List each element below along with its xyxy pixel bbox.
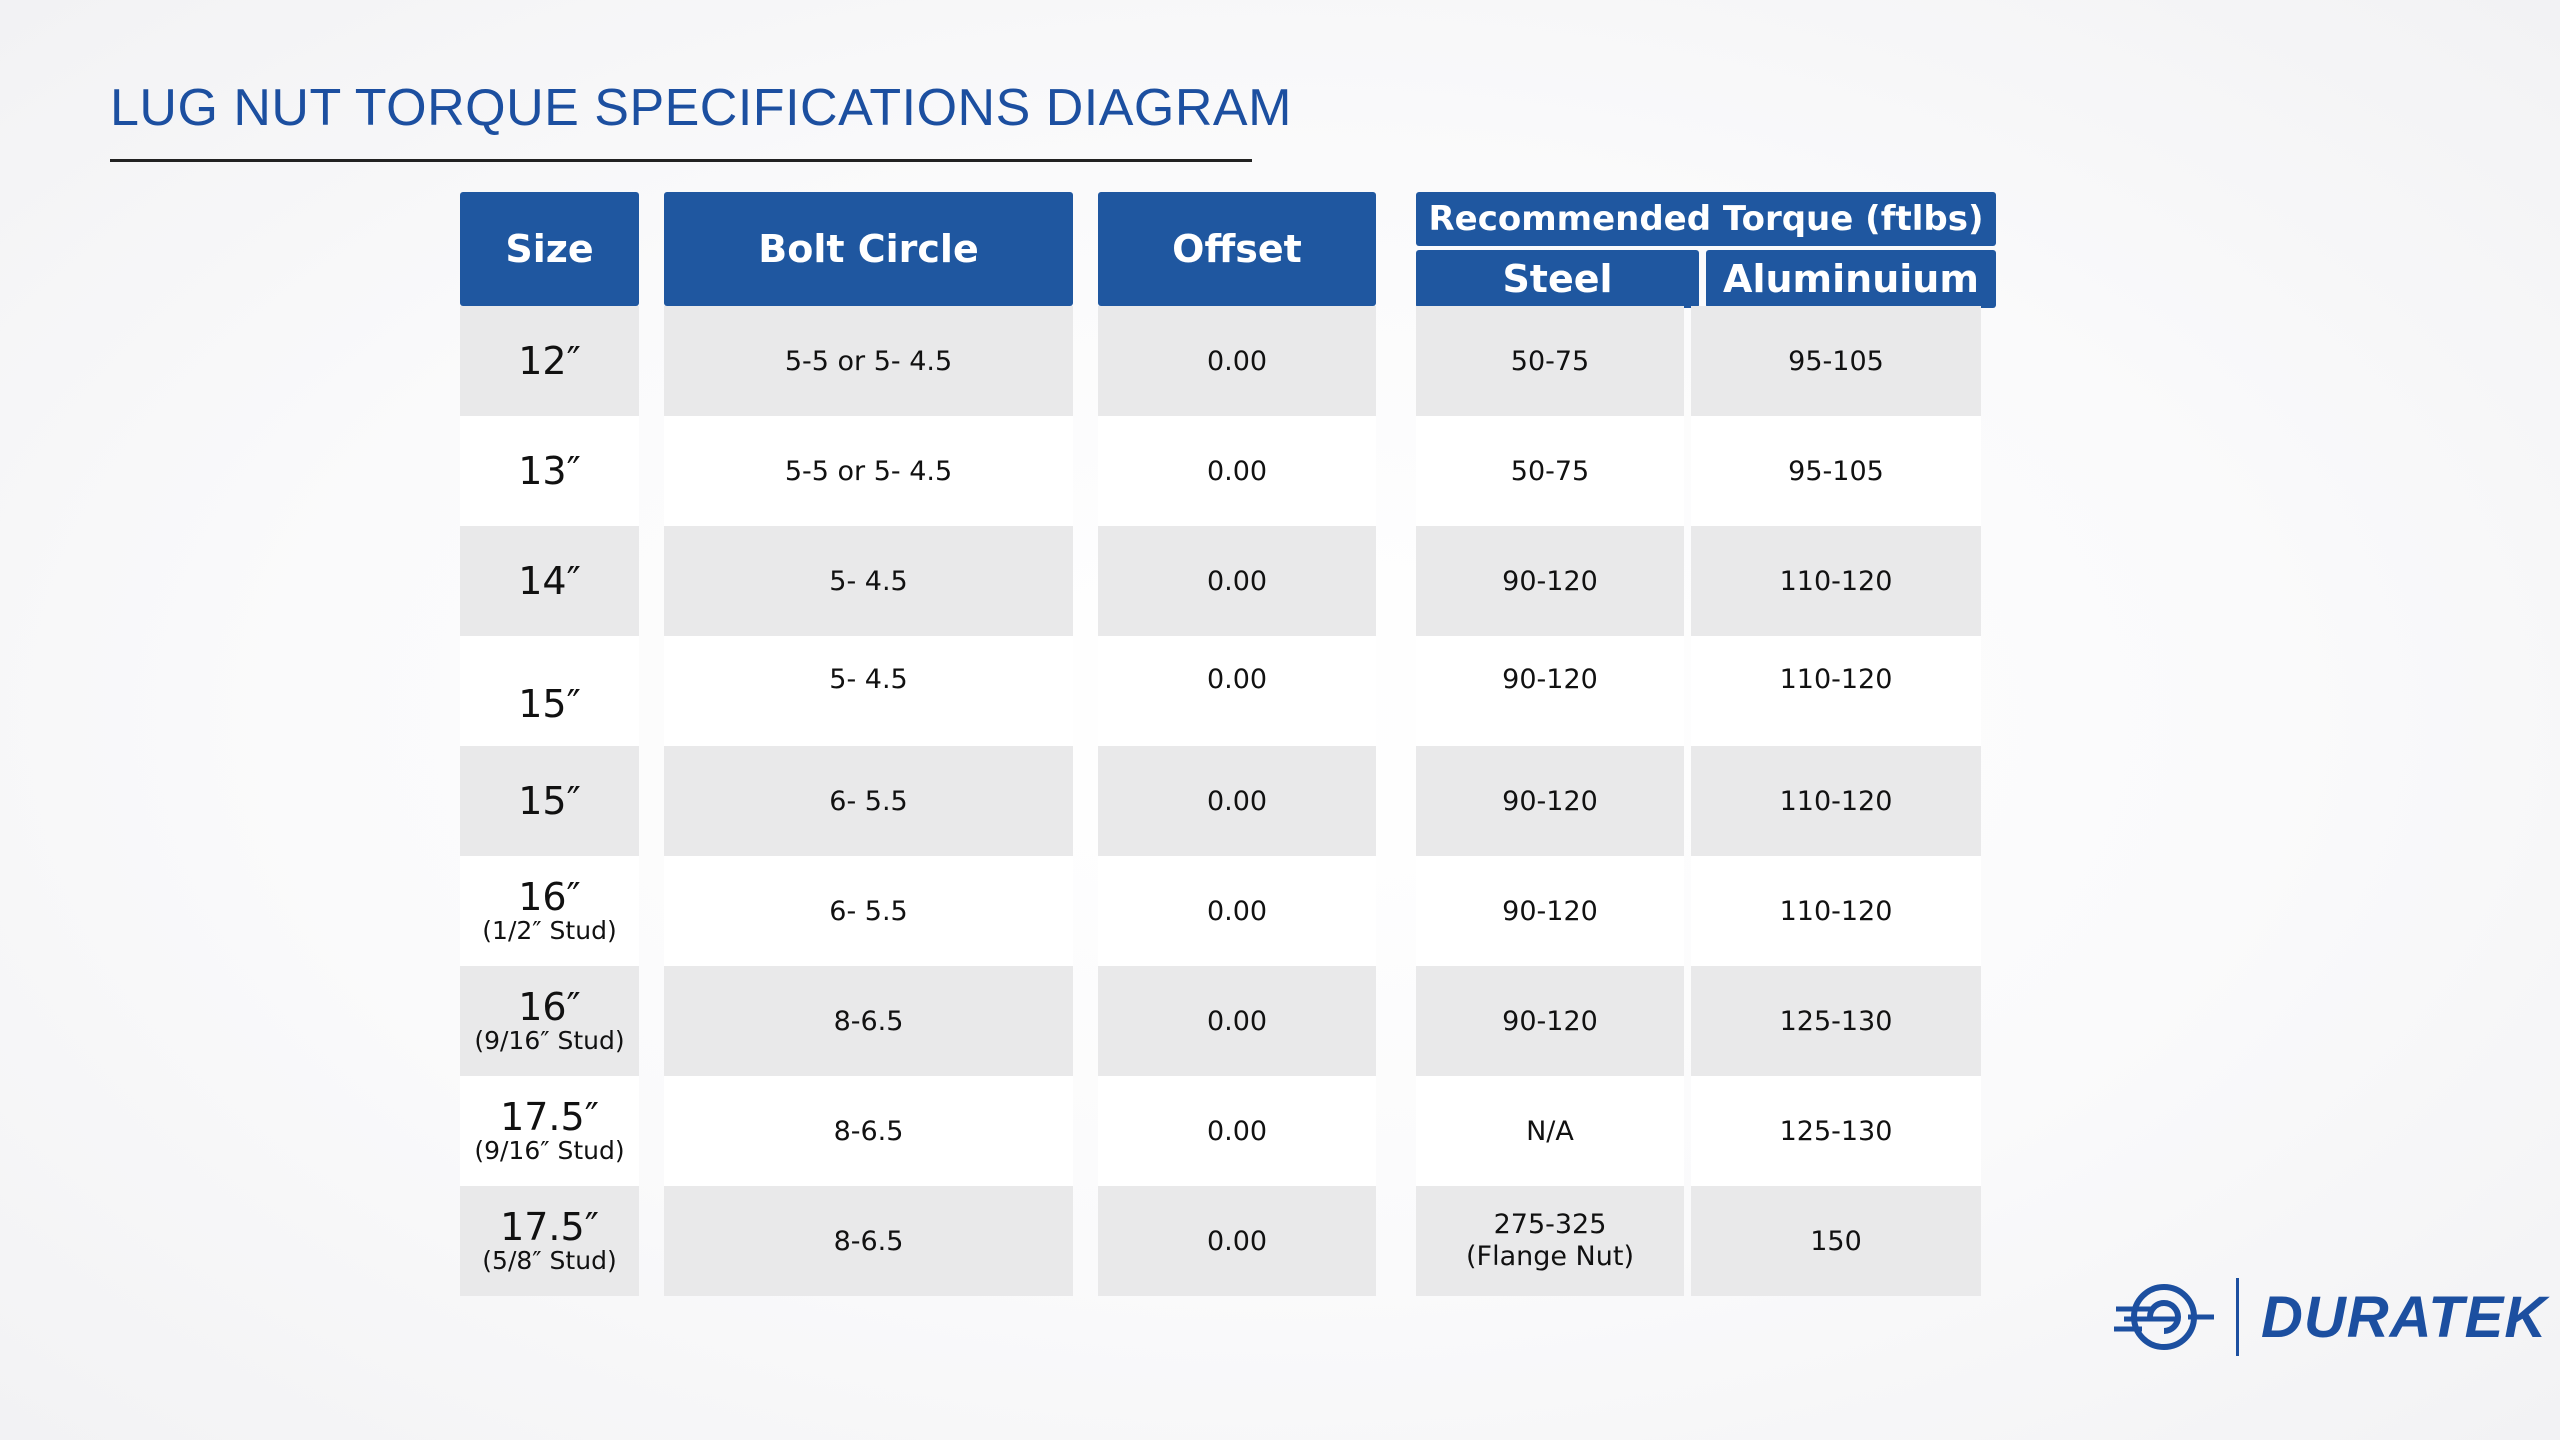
size-cell — [460, 306, 639, 416]
size-cell — [460, 636, 639, 746]
size-value: 12″ — [518, 339, 581, 383]
bolt-circle-cell: 6- 5.5 — [664, 746, 1073, 856]
steel-torque-note: (Flange Nut) — [1466, 1241, 1634, 1272]
bolt-circle-cell: 5-5 or 5- 4.5 — [664, 306, 1073, 416]
bolt-circle-cell: 6- 5.5 — [664, 856, 1073, 966]
steel-torque-cell: 50-75 — [1416, 416, 1684, 526]
steel-torque-cell: 90-120 — [1416, 966, 1684, 1076]
offset-cell: 0.00 — [1098, 636, 1376, 746]
offset-cell: 0.00 — [1098, 526, 1376, 636]
size-value-group — [474, 1097, 624, 1165]
size-cell — [460, 416, 639, 526]
steel-torque-cell: 50-75 — [1416, 306, 1684, 416]
header-recommended-torque: Recommended Torque (ftlbs) — [1416, 192, 1996, 246]
aluminium-torque-cell: 125-130 — [1691, 966, 1981, 1076]
header-offset: Offset — [1098, 192, 1376, 306]
offset-cell: 0.00 — [1098, 966, 1376, 1076]
logo-text: DURATEK — [2261, 1284, 2548, 1350]
page-title: LUG NUT TORQUE SPECIFICATIONS DIAGRAM — [110, 79, 1292, 137]
size-cell — [460, 1076, 639, 1186]
stud-size: (9/16″ Stud) — [474, 1136, 625, 1165]
steel-torque-group — [1466, 1209, 1634, 1273]
steel-torque-cell: 90-120 — [1416, 856, 1684, 966]
duratek-brake-icon — [2112, 1279, 2216, 1355]
bolt-circle-cell: 8-6.5 — [664, 966, 1073, 1076]
steel-torque-cell: 90-120 — [1416, 526, 1684, 636]
size-value-group — [518, 561, 581, 601]
header-steel: Steel — [1416, 250, 1699, 308]
aluminium-torque-cell: 95-105 — [1691, 416, 1981, 526]
duratek-logo — [2112, 1278, 2547, 1356]
size-value-group — [518, 781, 581, 821]
size-cell — [460, 1186, 639, 1296]
aluminium-torque-cell: 110-120 — [1691, 636, 1981, 746]
size-value: 16″ — [518, 985, 581, 1029]
size-cell — [460, 856, 639, 966]
stud-size: (5/8″ Stud) — [482, 1246, 617, 1275]
bolt-circle-cell: 5-5 or 5- 4.5 — [664, 416, 1073, 526]
size-value-group — [518, 684, 581, 724]
header-recommended-torque-group — [1416, 192, 1984, 306]
steel-torque-cell: 90-120 — [1416, 746, 1684, 856]
size-value: 15″ — [518, 682, 581, 726]
offset-cell: 0.00 — [1098, 416, 1376, 526]
aluminium-torque-cell: 110-120 — [1691, 746, 1981, 856]
size-value: 15″ — [518, 779, 581, 823]
aluminium-torque-cell: 95-105 — [1691, 306, 1981, 416]
offset-cell: 0.00 — [1098, 746, 1376, 856]
aluminium-torque-cell: 110-120 — [1691, 856, 1981, 966]
bolt-circle-cell: 8-6.5 — [664, 1186, 1073, 1296]
size-value-group — [518, 341, 581, 381]
offset-cell: 0.00 — [1098, 1186, 1376, 1296]
header-aluminium: Aluminuium — [1706, 250, 1996, 308]
title-underline — [110, 159, 1252, 162]
aluminium-torque-cell: 110-120 — [1691, 526, 1981, 636]
steel-torque-cell: 90-120 — [1416, 636, 1684, 746]
stud-size: (9/16″ Stud) — [474, 1026, 625, 1055]
bolt-circle-cell: 5- 4.5 — [664, 636, 1073, 746]
aluminium-torque-cell: 125-130 — [1691, 1076, 1981, 1186]
steel-torque-cell: N/A — [1416, 1076, 1684, 1186]
size-value-group — [482, 1207, 616, 1275]
logo-divider — [2236, 1278, 2239, 1356]
size-cell — [460, 526, 639, 636]
size-value-group — [482, 877, 616, 945]
torque-spec-table — [460, 192, 2072, 1296]
steel-torque-cell — [1416, 1186, 1684, 1296]
size-value: 16″ — [518, 875, 581, 919]
offset-cell: 0.00 — [1098, 306, 1376, 416]
bolt-circle-cell: 8-6.5 — [664, 1076, 1073, 1186]
bolt-circle-cell: 5- 4.5 — [664, 526, 1073, 636]
offset-cell: 0.00 — [1098, 1076, 1376, 1186]
size-value: 17.5″ — [500, 1095, 599, 1139]
header-bolt-circle: Bolt Circle — [664, 192, 1073, 306]
size-value-group — [518, 451, 581, 491]
size-cell — [460, 966, 639, 1076]
steel-torque-value: 275-325 — [1493, 1209, 1607, 1240]
header-size: Size — [460, 192, 639, 306]
size-value-group — [474, 987, 624, 1055]
stud-size: (1/2″ Stud) — [482, 916, 617, 945]
size-value: 17.5″ — [500, 1205, 599, 1249]
aluminium-torque-cell: 150 — [1691, 1186, 1981, 1296]
size-value: 14″ — [518, 559, 581, 603]
offset-cell: 0.00 — [1098, 856, 1376, 966]
size-value: 13″ — [518, 449, 581, 493]
size-cell — [460, 746, 639, 856]
